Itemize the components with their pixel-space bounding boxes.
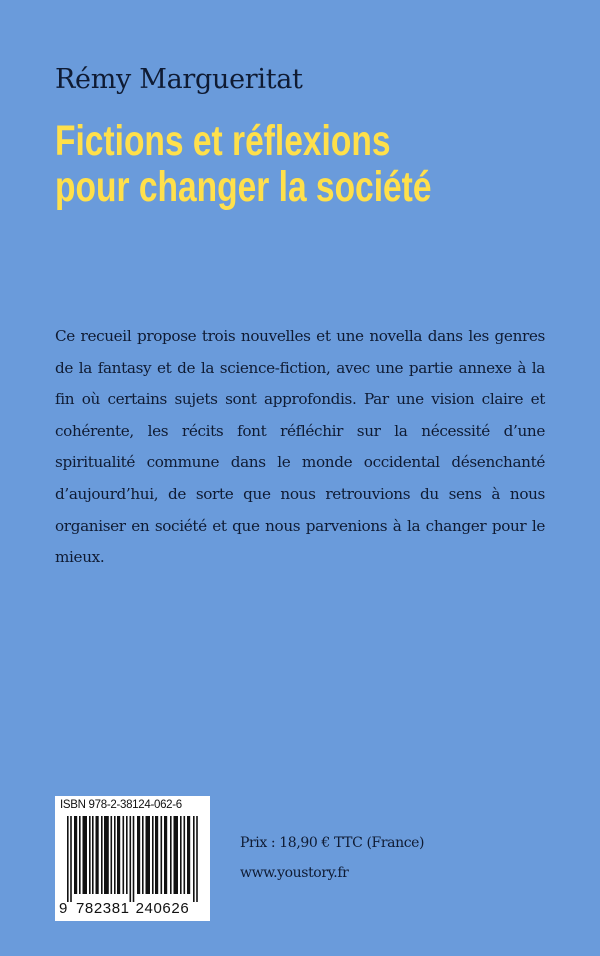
isbn-barcode: [55, 796, 210, 921]
ean-first-digit: 9: [59, 900, 68, 917]
book-title: [55, 118, 432, 210]
price-label: Prix : 18,90 € TTC (France): [240, 835, 425, 851]
isbn-label: ISBN 978-2-38124-062-6: [60, 799, 182, 811]
ean-group-2: 240626: [135, 900, 190, 917]
book-title-line-1: Fictions et réflexions: [55, 117, 391, 165]
ean-group-1: 782381: [75, 900, 130, 917]
barcode-bars-icon: [63, 816, 205, 902]
ean-digits: [59, 900, 189, 917]
publisher-website: www.youstory.fr: [240, 865, 349, 881]
author-name: Rémy Margueritat: [55, 64, 303, 95]
price-info: [240, 828, 424, 888]
book-title-line-2: pour changer la société: [55, 163, 432, 211]
back-cover-blurb: Ce recueil propose trois nouvelles et une novella dans les genres de la fantasy et de la science-fiction, avec une partie annexe à la fin où certains sujets sont approfondis. Par une vision claire et cohérente, les récits font réfléchir sur la nécessité d’une spiritualité commune dans le monde occidental désenchanté d’aujourd’hui, de sorte que nous retrouvions du sens à nous organiser en société et que nous parvenions à la changer pour le mieux.: [55, 327, 545, 567]
